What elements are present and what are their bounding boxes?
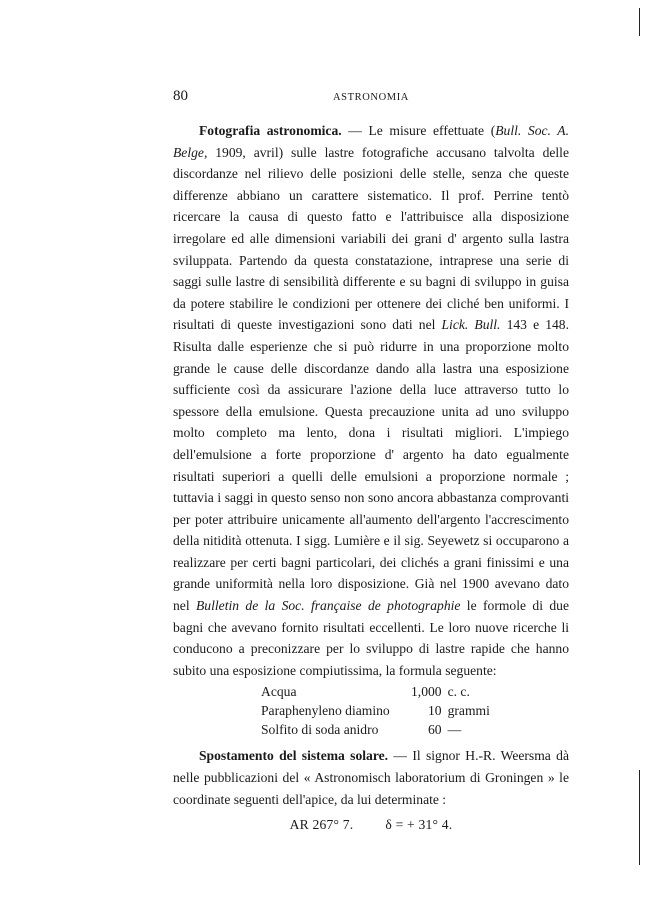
formula-table	[261, 682, 490, 739]
ingredient-name: Solfito di soda anidro	[261, 722, 379, 738]
page-number: 80	[173, 88, 188, 104]
running-head: ASTRONOMIA	[332, 92, 409, 103]
text-run: le formole di due bagni che avevano fornito risultati eccellenti. Le loro nuove ricerche li conducono a preconizzare per lo sviluppo di lastre rapide che hanno subito una esposizione compiutissima, la formula seguente:	[173, 598, 569, 678]
ingredient-quantity: 1,000	[411, 684, 442, 700]
right-ascension: AR 267° 7.	[289, 817, 354, 833]
formula-row	[261, 720, 490, 739]
section-title-fotografia: Fotografia astronomica.	[199, 123, 342, 138]
ingredient-unit: grammi	[447, 703, 490, 719]
apex-coordinates	[173, 814, 569, 836]
section-title-spostamento: Spostamento del sistema solare.	[199, 748, 389, 764]
citation-lick-bull: Lick. Bull.	[441, 317, 501, 333]
text-run: — Le misure effettuate (	[341, 123, 496, 138]
ingredient-quantity: 60	[428, 722, 442, 738]
paragraph-fotografia-astronomica	[173, 120, 569, 681]
ingredient-name: Paraphenyleno diamino	[261, 703, 390, 719]
citation-bulletin-soc-photo: Bulletin de la Soc. française de photographie	[196, 598, 461, 614]
page-header	[173, 86, 569, 108]
text-run: 1909, avril) sulle lastre fotografiche accusano talvolta delle discordanze nel rilievo delle posizioni delle stelle, senza che queste differenze abbiano un carattere sistematico. Il prof. Perrine tentò ricercare la causa di questo fatto e l'attribuisce alla disposizione irregolare ed alle dimensioni variabili dei grani d' argento sulla lastra sviluppata. Partendo da questa constatazione, intraprese una serie di saggi sulle lastre di sensibilità differente e su bagni di sviluppo in guisa da potere stabilire le condizioni per ottenere dei cliché ben uniformi. I risultati di queste investigazioni sono dati nel	[173, 144, 569, 333]
scan-edge-line-bottom	[639, 770, 640, 865]
formula-row	[261, 701, 490, 720]
developer-formula	[261, 682, 569, 739]
ingredient-unit: c. c.	[447, 684, 470, 700]
ingredient-quantity: 10	[428, 703, 442, 719]
declination: δ = + 31° 4.	[385, 817, 453, 833]
text-run: 143 e 148. Risulta dalle esperienze che si può ridurre in una proporzione molto grande le cause delle discordanze dando alla lastra una esposizione sufficiente così da assicurare l'azione della luce attraverso tutto lo spessore della emulsione. Questa precauzione unita ad uno sviluppo molto completo ma lento, dona i risultati migliori. L'impiego dell'emulsione a forte proporzione d' argento ha dato egualmente risultati superiori a quelli delle emulsioni a proporzione normale ; tuttavia i saggi in questo senso non sono ancora abbastanza comprovanti per poter attribuire unicamente all'aumento dell'argento l'accrescimento della nitidità ottenuta. I sigg. Lumière e il sig. Seyewetz si occuparono a realizzare per certi bagni particolari, dei clichés a grani finissimi e una grande uniformità nella loro disposizione. Già nel 1900 avevano dato nel	[173, 317, 569, 614]
text-run: — Il signor H.-R. Weersma dà nelle pubblicazioni del « Astronomisch laboratorium di Groningen » le coordinate seguenti dell'apice, da lui determinate :	[173, 748, 569, 807]
scan-edge-line-top	[639, 8, 640, 36]
paragraph-spostamento-sistema-solare	[173, 745, 569, 810]
ingredient-name: Acqua	[261, 684, 297, 700]
citation-bull-soc-belge: Bull. Soc. A. Belge,	[173, 123, 569, 160]
formula-row	[261, 682, 490, 701]
ingredient-unit: —	[447, 722, 462, 738]
book-page	[173, 86, 569, 836]
